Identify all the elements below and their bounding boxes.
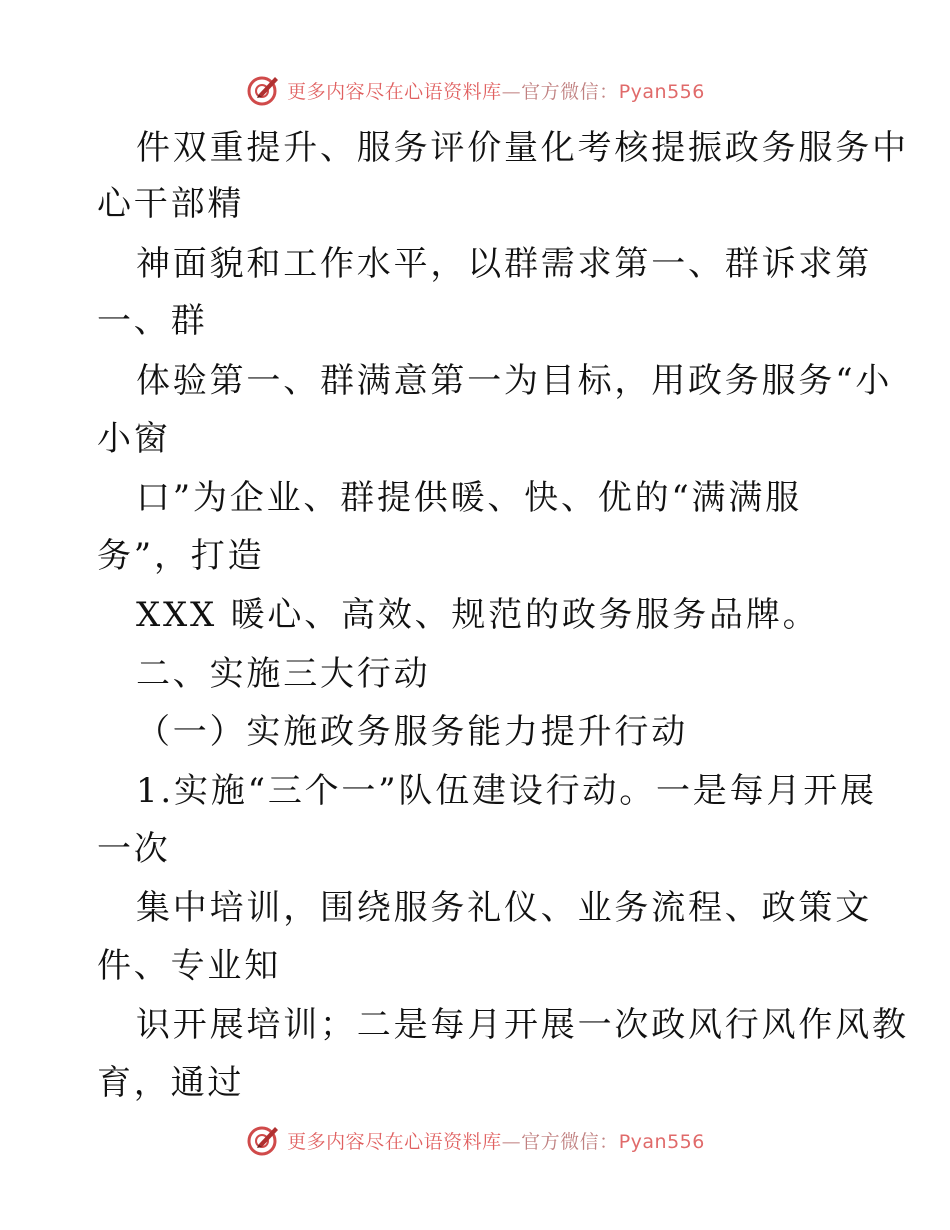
text-line: 件、专业知 — [97, 946, 281, 986]
text-line: 务”，打造 — [97, 536, 265, 576]
watermark-text: 更多内容尽在心语资料库—官方微信：Pyan556 — [287, 1130, 705, 1153]
footer-watermark — [0, 1120, 950, 1160]
text-line: 识开展培训；二是每月开展一次政风行风作风教 — [136, 1005, 909, 1045]
text-line: 育，通过 — [97, 1063, 245, 1103]
text-line: 二、实施三大行动 — [136, 654, 431, 694]
text-line: 心干部精 — [97, 184, 245, 224]
section-heading: （一）实施政务服务能力提升行动 — [136, 712, 688, 752]
watermark-text: 更多内容尽在心语资料库—官方微信：Pyan556 — [287, 80, 705, 103]
text-line: 集中培训，围绕服务礼仪、业务流程、政策文 — [136, 888, 872, 928]
text-line: 一、群 — [97, 301, 208, 341]
text-line: XXX 暖心、高效、规范的政务服务品牌。 — [136, 595, 820, 635]
text-line: 小窗 — [97, 419, 171, 459]
text-line: 1.实施“三个一”队伍建设行动。一是每月开展 — [136, 771, 877, 811]
text-line: 一次 — [97, 829, 171, 869]
logo-icon — [245, 1123, 281, 1157]
text-line: 件双重提升、服务评价量化考核提振政务服务中 — [136, 128, 909, 168]
text-line: 口”为企业、群提供暖、快、优的“满满服 — [136, 478, 802, 518]
text-line: 神面貌和工作水平，以群需求第一、群诉求第 — [136, 244, 872, 284]
text-line: 体验第一、群满意第一为目标，用政务服务“小 — [136, 361, 893, 401]
